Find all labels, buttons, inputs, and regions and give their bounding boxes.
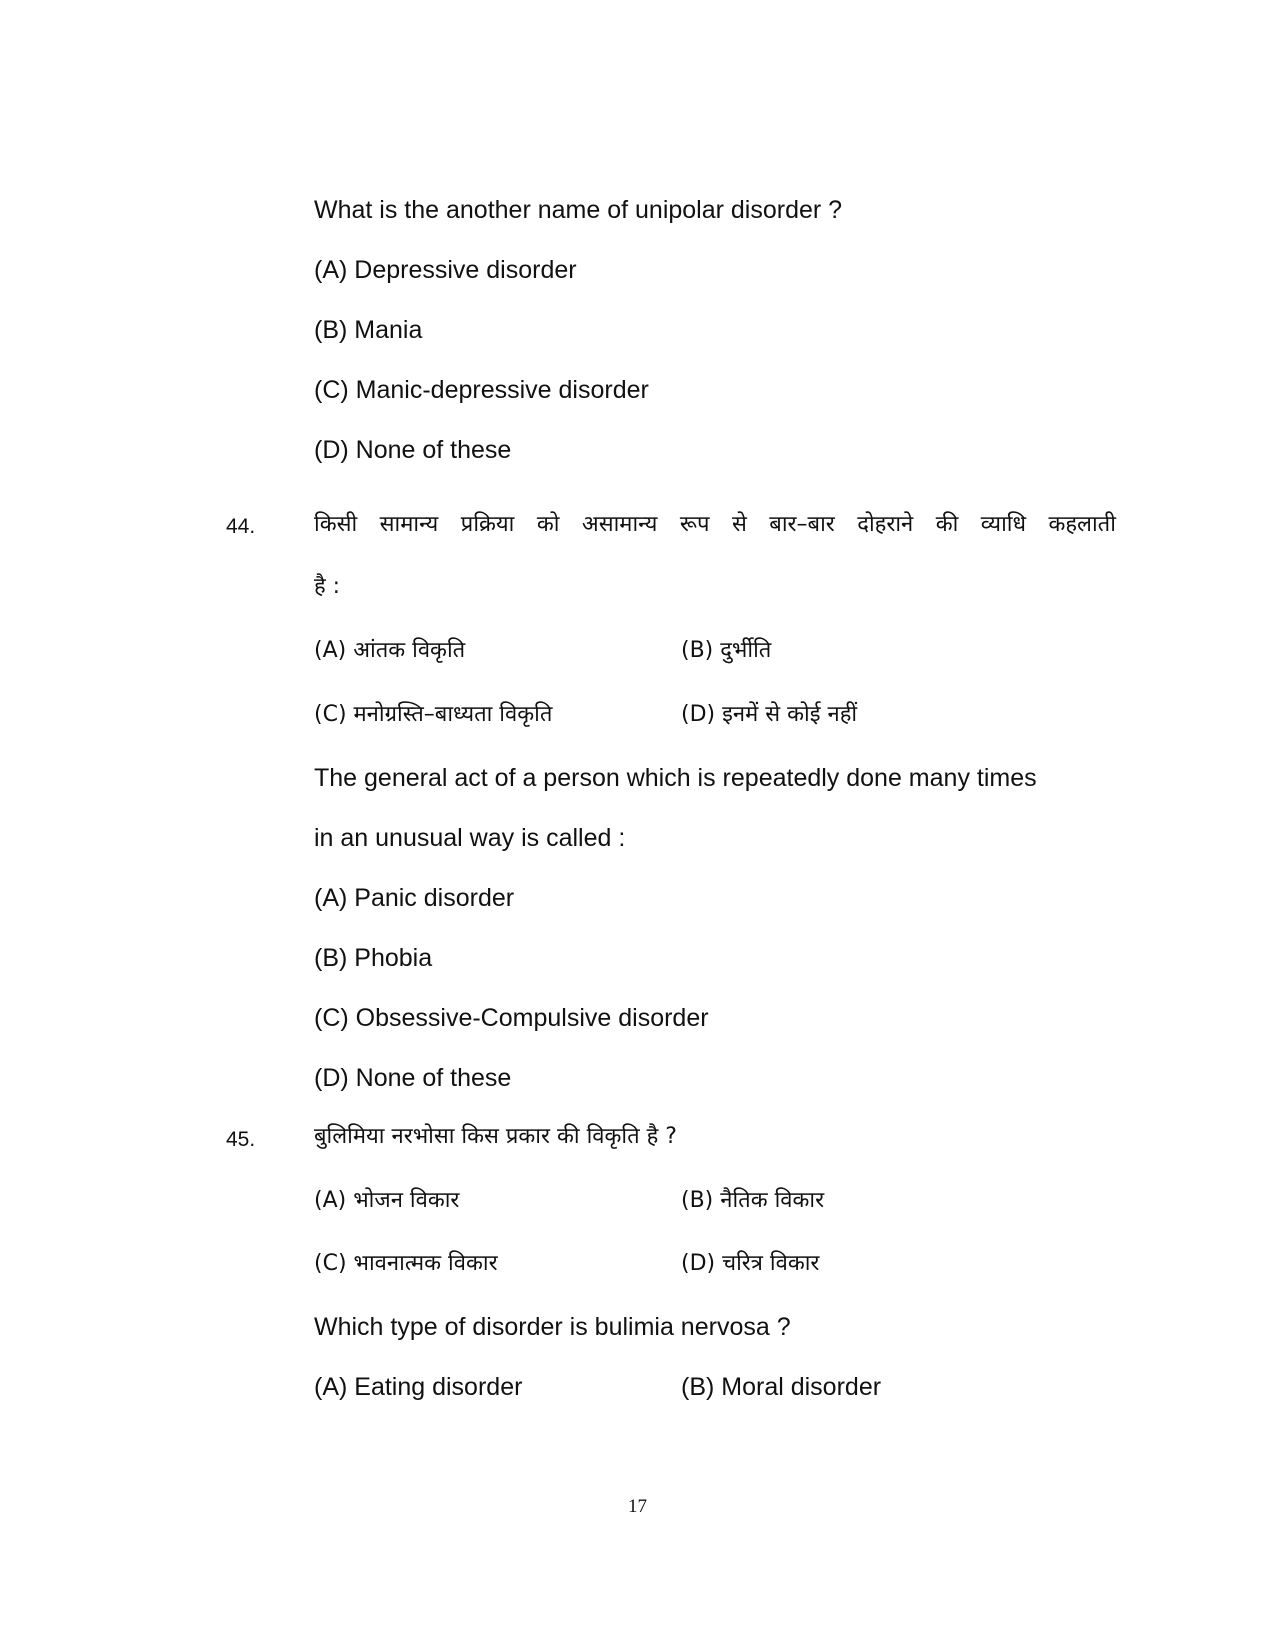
q44-option-a-hi: (A) आंतक विकृति [314,638,466,663]
q45-option-b-en: (B) Moral disorder [681,1373,882,1401]
page-number: 17 [628,1496,647,1517]
q44-question-en-line1: The general act of a person which is repeatedly done many times [314,764,1037,792]
q45-question-hi: बुलिमिया नरभोसा किस प्रकार की विकृति है ? [314,1124,677,1149]
q44-word: असामान्य [581,512,658,537]
q44-number: 44. [226,515,256,538]
q44-option-d-hi: (D) इनमें से कोई नहीं [681,702,858,727]
q44-word: बार–बार [769,512,835,537]
q43-question-en: What is the another name of unipolar disorder ? [314,196,843,224]
q44-option-b-en: (B) Phobia [314,944,433,972]
q44-word: प्रक्रिया [460,512,515,537]
q44-word: व्याधि [980,512,1027,537]
q44-option-d-en: (D) None of these [314,1064,512,1092]
q44-option-c-en: (C) Obsessive-Compulsive disorder [314,1004,709,1032]
q44-word: कहलाती [1048,512,1116,537]
q44-option-a-en: (A) Panic disorder [314,884,515,912]
q44-question-hi-line2: है : [314,574,341,599]
q45-option-d-hi: (D) चरित्र विकार [681,1251,820,1276]
q45-number: 45. [226,1128,256,1151]
q44-word: से [731,512,747,537]
q44-question-hi-line1 [314,510,1116,540]
q44-question-en-line2: in an unusual way is called : [314,824,626,852]
q44-option-b-hi: (B) दुर्भीति [681,638,772,663]
q43-option-d-en: (D) None of these [314,436,512,464]
q45-option-a-en: (A) Eating disorder [314,1373,523,1401]
q45-question-en: Which type of disorder is bulimia nervosa ? [314,1313,791,1341]
q44-word: दोहराने [857,512,914,537]
q45-option-a-hi: (A) भोजन विकार [314,1188,460,1213]
q45-option-c-hi: (C) भावनात्मक विकार [314,1251,498,1276]
q44-word: किसी [314,512,358,537]
q43-option-c-en: (C) Manic-depressive disorder [314,376,649,404]
q45-option-b-hi: (B) नैतिक विकार [681,1188,825,1213]
q44-word: को [536,512,560,537]
q44-word: रूप [679,512,710,537]
q43-option-b-en: (B) Mania [314,316,423,344]
q44-word: की [935,512,959,537]
q44-word: सामान्य [379,512,439,537]
q43-option-a-en: (A) Depressive disorder [314,256,577,284]
q44-option-c-hi: (C) मनोग्रस्ति–बाध्यता विकृति [314,702,553,727]
